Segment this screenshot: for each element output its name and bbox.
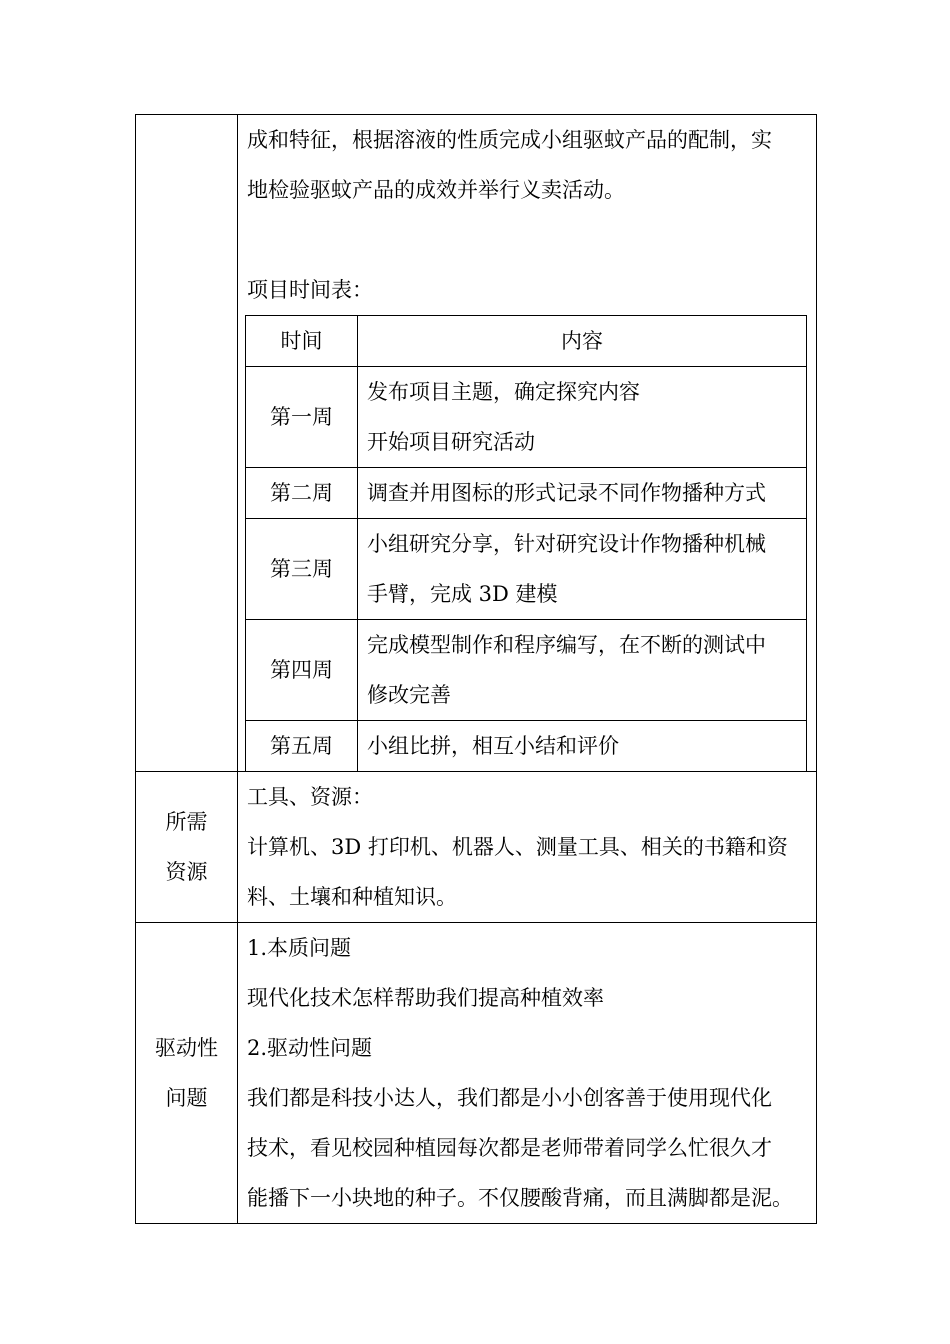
empty-label-cell — [136, 115, 238, 772]
schedule-content — [358, 519, 807, 620]
schedule-content-line: 小组研究分享，针对研究设计作物播种机械 — [367, 532, 766, 556]
resources-line: 料、土壤和种植知识。 — [247, 885, 457, 909]
schedule-content-line: 调查并用图标的形式记录不同作物播种方式 — [367, 481, 766, 505]
driving-question-label — [136, 923, 238, 1224]
driving-label-line: 问题 — [165, 1086, 208, 1110]
schedule-table — [245, 315, 807, 772]
schedule-row — [246, 721, 807, 772]
driving-line: 能播下一小块地的种子。不仅腰酸背痛，而且满脚都是泥。 — [247, 1186, 793, 1210]
schedule-row — [246, 367, 807, 468]
schedule-content-line: 完成模型制作和程序编写，在不断的测试中 — [367, 633, 766, 657]
driving-label-line: 驱动性 — [155, 1036, 218, 1060]
schedule-row — [246, 468, 807, 519]
resources-line: 计算机、3D 打印机、机器人、测量工具、相关的书籍和资 — [247, 835, 788, 859]
driving-line: 我们都是科技小达人，我们都是小小创客善于使用现代化 — [247, 1086, 772, 1110]
resources-line: 工具、资源： — [247, 785, 373, 809]
driving-line: 2.驱动性问题 — [247, 1036, 373, 1060]
resources-label-line: 资源 — [165, 860, 208, 884]
schedule-week: 第二周 — [246, 468, 358, 519]
schedule-content — [358, 468, 807, 519]
schedule-content-line: 修改完善 — [367, 683, 451, 707]
project-plan-table — [135, 114, 817, 1224]
schedule-content-line: 开始项目研究活动 — [367, 430, 535, 454]
schedule-row — [246, 519, 807, 620]
schedule-content — [358, 367, 807, 468]
schedule-week: 第四周 — [246, 620, 358, 721]
driving-question-content — [238, 923, 817, 1224]
resources-label — [136, 772, 238, 923]
resources-label-line: 所需 — [165, 810, 208, 834]
driving-question-row — [136, 923, 817, 1224]
driving-line: 技术，看见校园种植园每次都是老师带着同学么忙很久才 — [247, 1136, 772, 1160]
schedule-content-line: 小组比拼，相互小结和评价 — [367, 734, 619, 758]
schedule-content — [358, 721, 807, 772]
schedule-header-row — [246, 316, 807, 367]
resources-content — [238, 772, 817, 923]
schedule-week: 第三周 — [246, 519, 358, 620]
schedule-content — [358, 620, 807, 721]
schedule-row — [246, 620, 807, 721]
project-overview-cell — [238, 115, 817, 772]
driving-line: 1.本质问题 — [247, 936, 352, 960]
paragraph-line: 成和特征，根据溶液的性质完成小组驱蚊产品的配制，实 — [247, 128, 772, 152]
schedule-header-content: 内容 — [358, 316, 807, 367]
project-overview-row — [136, 115, 817, 772]
blank-line — [247, 215, 808, 265]
resources-row — [136, 772, 817, 923]
paragraph-line: 地检验驱蚊产品的成效并举行义卖活动。 — [247, 178, 625, 202]
schedule-week: 第一周 — [246, 367, 358, 468]
schedule-title: 项目时间表： — [247, 278, 373, 302]
schedule-content-line: 手臂，完成 3D 建模 — [367, 582, 558, 606]
schedule-header-time: 时间 — [246, 316, 358, 367]
driving-line: 现代化技术怎样帮助我们提高种植效率 — [247, 986, 604, 1010]
schedule-week: 第五周 — [246, 721, 358, 772]
schedule-content-line: 发布项目主题，确定探究内容 — [367, 380, 640, 404]
